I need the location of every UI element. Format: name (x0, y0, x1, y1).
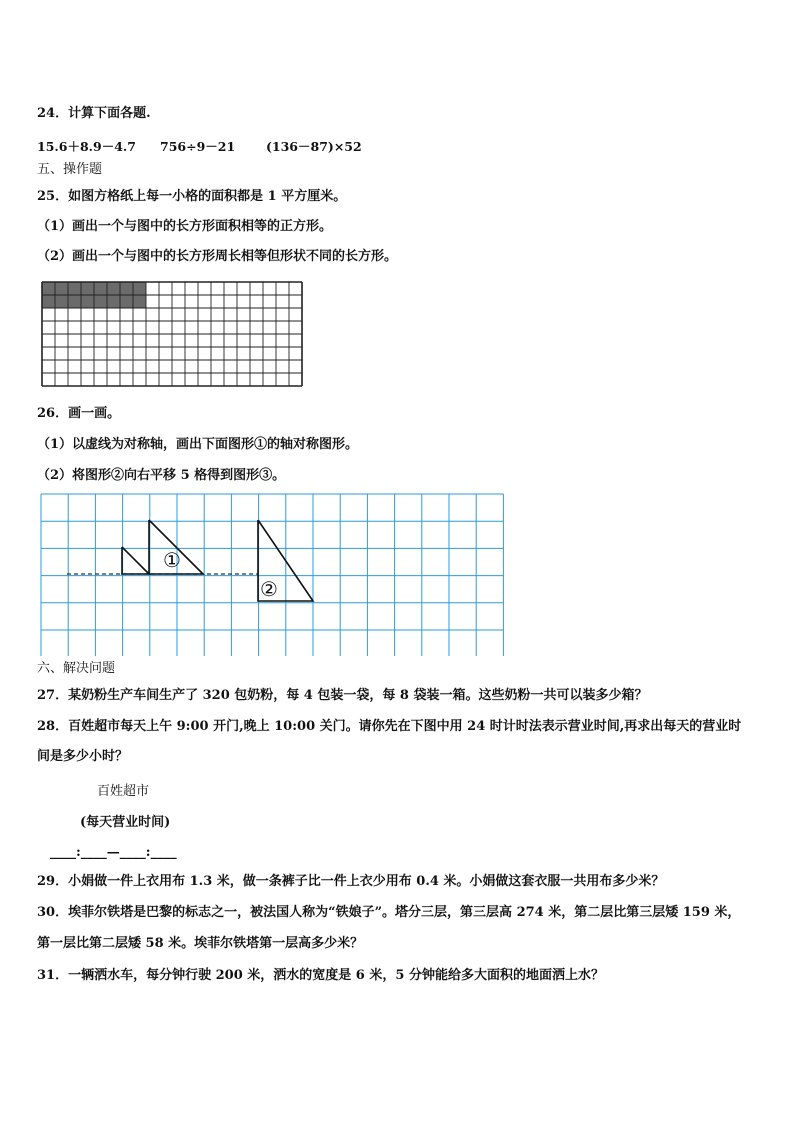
q24-expr-3: (136－87)×52 (266, 139, 362, 154)
q28-line-2: 间是多少小时？ (37, 749, 129, 764)
q25-square-grid (40, 280, 304, 388)
shape-1-label: ① (163, 548, 181, 572)
q26-part-1: （1）以虚线为对称轴，画出下面图形①的轴对称图形。 (37, 437, 359, 452)
q24-title: 24．计算下面各题. (37, 106, 151, 121)
q25-part-1: （1）画出一个与图中的长方形面积相等的正方形。 (37, 219, 333, 234)
q26-part-2: （2）将图形②向右平移 5 格得到图形③。 (37, 468, 286, 483)
q31-text: 31．一辆洒水车，每分钟行驶 200 米，洒水的宽度是 6 米，5 分钟能给多大面积的地面洒上水？ (37, 968, 604, 983)
section-6-heading: 六、解决问题 (37, 661, 116, 676)
section-5-heading: 五、操作题 (37, 162, 103, 177)
q30-line-2: 第一层比第二层矮 58 米。埃菲尔铁塔第一层高多少米？ (37, 936, 364, 951)
q28-store-name: 百姓超市 (97, 784, 150, 799)
q26-drawing-grid (40, 493, 506, 656)
q28-line-1: 28．百姓超市每天上午 9:00 开门,晚上 10:00 关门。请你先在下图中用 24 时计时法表示营业时间,再求出每天的营业时 (37, 719, 742, 734)
q26-grid-lines (41, 494, 503, 656)
shape-2-label: ② (260, 577, 278, 601)
q24-expr-1: 15.6＋8.9－4.7 (37, 139, 136, 154)
q25-part-2: （2）画出一个与图中的长方形周长相等但形状不同的长方形。 (37, 249, 398, 264)
q26-title: 26．画一画。 (37, 406, 121, 421)
shape-1-small-triangle (122, 547, 149, 574)
q27-text: 27．某奶粉生产车间生产了 320 包奶粉，每 4 包装一袋，每 8 袋装一箱。这些奶粉一共可以装多少箱？ (37, 688, 648, 703)
q25-title: 25．如图方格纸上每一小格的面积都是 1 平方厘米。 (37, 189, 347, 204)
q24-expr-2: 756÷9－21 (160, 139, 236, 154)
q28-hours-subtitle: (每天营业时间) (80, 815, 171, 830)
q29-text: 29．小娟做一件上衣用布 1.3 米，做一条裤子比一件上衣少用布 0.4 米。小娟做这套衣服一共用布多少米？ (37, 874, 665, 889)
q28-time-blank[interactable]: ____:____—____:____ (50, 845, 177, 860)
q30-line-1: 30．埃菲尔铁塔是巴黎的标志之一，被法国人称为“铁娘子”。塔分三层，第三层高 274 米，第二层比第三层矮 159 米， (37, 905, 741, 920)
